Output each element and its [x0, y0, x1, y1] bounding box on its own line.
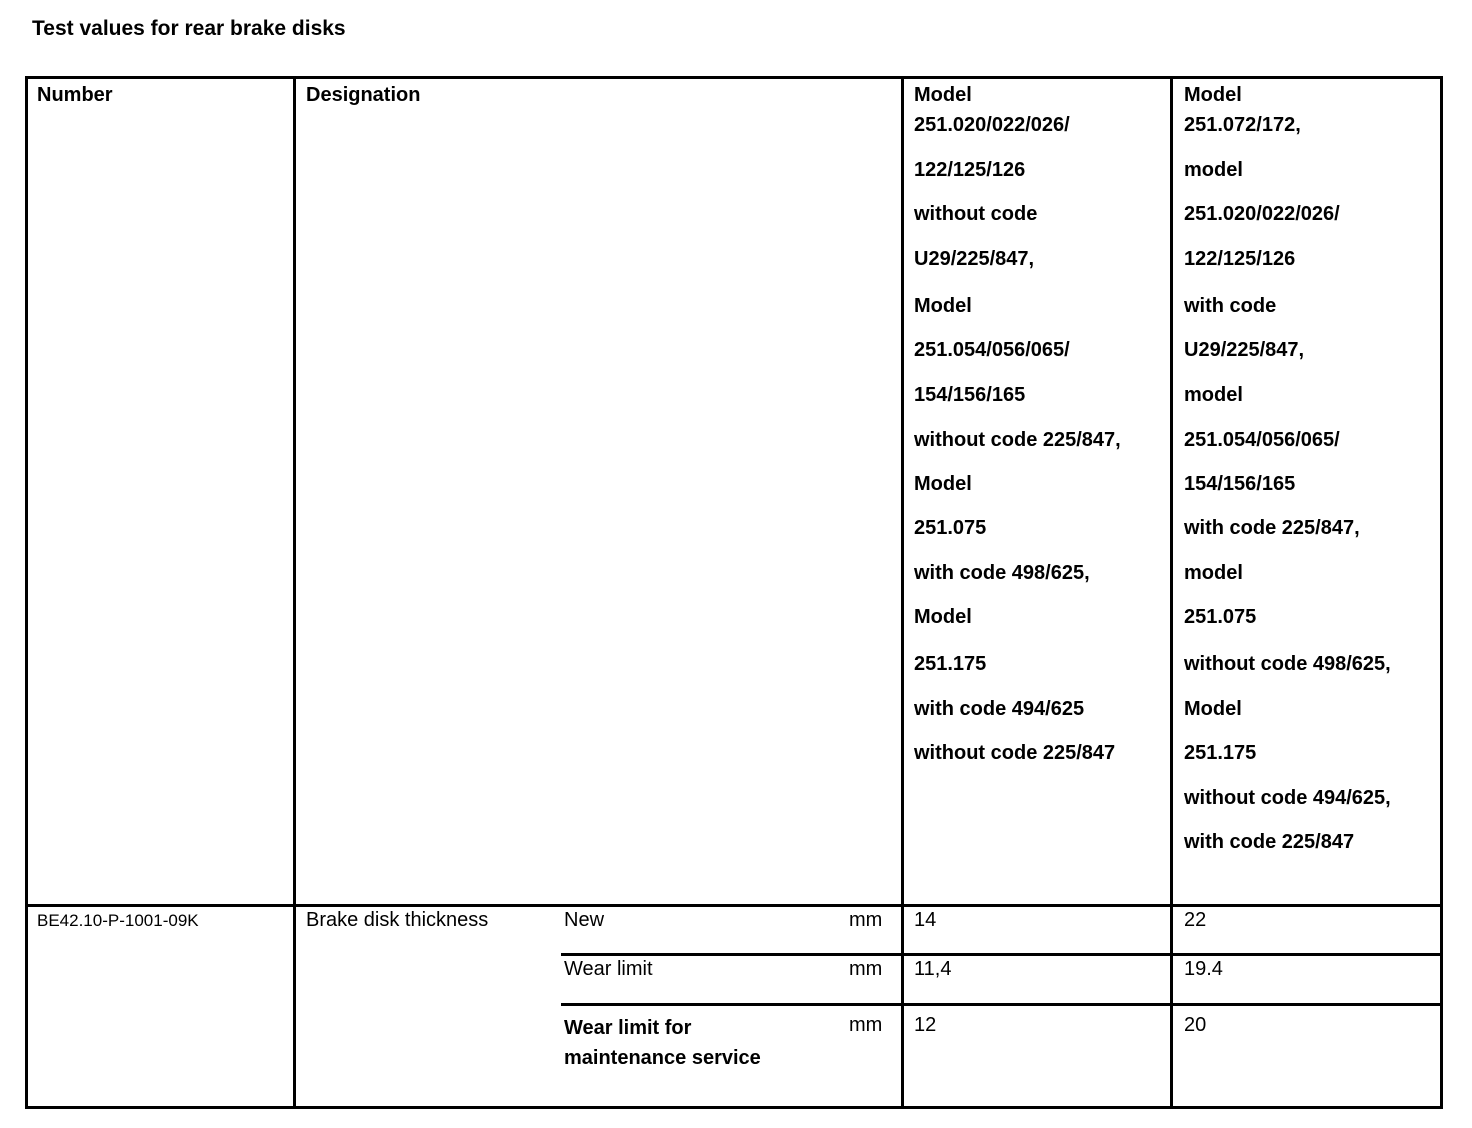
header-number: Number — [37, 84, 113, 106]
sub-row-label-wear-limit: Wear limit — [564, 958, 653, 980]
row-divider — [561, 1003, 1443, 1006]
model-line: without code 225/847, — [914, 429, 1121, 451]
value-model-group-1: 14 — [914, 909, 937, 931]
model-line: model — [1184, 562, 1243, 584]
header-designation: Designation — [306, 84, 421, 106]
model-line: without code 498/625, — [1184, 653, 1391, 675]
value-model-group-2: 20 — [1184, 1014, 1207, 1036]
model-line: 251.020/022/026/ — [914, 114, 1070, 136]
designation-text: Brake disk thickness — [306, 909, 489, 931]
column-divider — [293, 76, 296, 1109]
model-line: 251.075 — [1184, 606, 1257, 628]
model-line: without code — [914, 203, 1038, 225]
model-line: U29/225/847, — [914, 248, 1035, 270]
test-number: BE42.10-P-1001-09K — [37, 911, 199, 930]
model-line: with code 498/625, — [914, 562, 1090, 584]
unit-label: mm — [849, 909, 883, 931]
sub-row-label-maintenance-line2: maintenance service — [564, 1047, 761, 1069]
model-line: 154/156/165 — [914, 384, 1026, 406]
model-line: 122/125/126 — [914, 159, 1026, 181]
row-divider — [561, 953, 1443, 956]
value-model-group-2: 19.4 — [1184, 958, 1223, 980]
model-line: 122/125/126 — [1184, 248, 1296, 270]
model-line: 251.175 — [1184, 742, 1257, 764]
unit-label: mm — [849, 958, 883, 980]
model-line: 251.075 — [914, 517, 987, 539]
value-model-group-2: 22 — [1184, 909, 1207, 931]
model-line: Model — [914, 84, 972, 106]
sub-row-label-new: New — [564, 909, 605, 931]
model-line: 251.072/172, — [1184, 114, 1301, 136]
model-line: model — [1184, 159, 1243, 181]
value-model-group-1: 12 — [914, 1014, 937, 1036]
page-title: Test values for rear brake disks — [32, 17, 346, 40]
model-line: Model — [1184, 84, 1242, 106]
model-line: Model — [1184, 698, 1242, 720]
model-line: Model — [914, 606, 972, 628]
model-line: model — [1184, 384, 1243, 406]
model-line: with code — [1184, 295, 1277, 317]
model-line: 251.020/022/026/ — [1184, 203, 1340, 225]
model-line: U29/225/847, — [1184, 339, 1305, 361]
value-model-group-1: 11,4 — [914, 958, 952, 980]
model-line: 251.054/056/065/ — [1184, 429, 1340, 451]
model-line: 154/156/165 — [1184, 473, 1296, 495]
model-line: Model — [914, 295, 972, 317]
unit-label: mm — [849, 1014, 883, 1036]
model-line: with code 225/847 — [1184, 831, 1355, 853]
sub-row-label-maintenance-line1: Wear limit for — [564, 1017, 692, 1039]
model-line: without code 494/625, — [1184, 787, 1391, 809]
header-divider — [25, 904, 1443, 907]
model-line: 251.175 — [914, 653, 987, 675]
model-line: Model — [914, 473, 972, 495]
model-line: with code 225/847, — [1184, 517, 1360, 539]
model-line: 251.054/056/065/ — [914, 339, 1070, 361]
model-line: with code 494/625 — [914, 698, 1085, 720]
model-line: without code 225/847 — [914, 742, 1116, 764]
